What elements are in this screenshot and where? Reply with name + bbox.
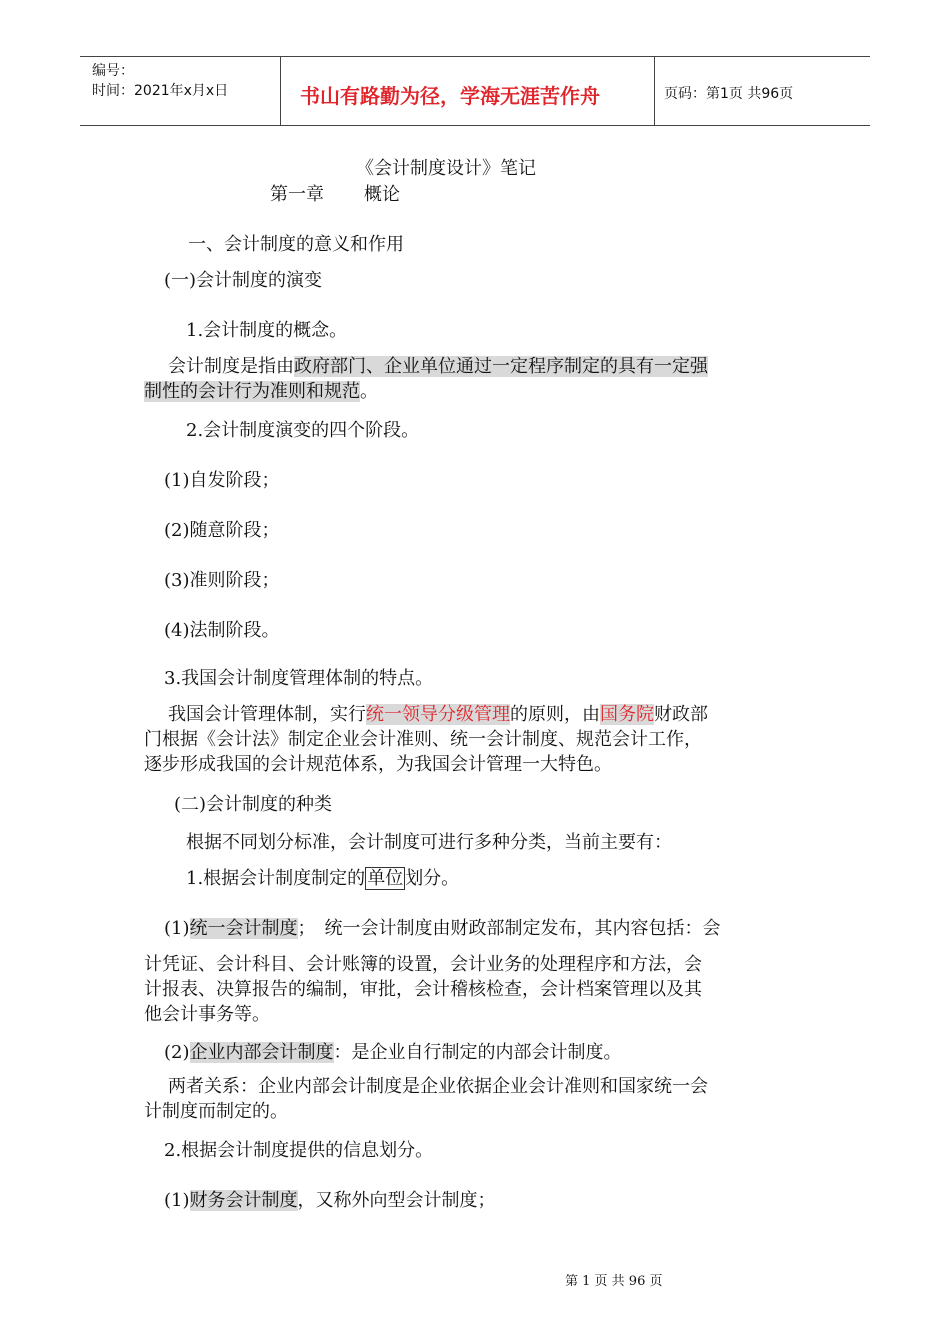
text-run: ：是企业自行制定的内部会计制度。 xyxy=(333,1042,622,1063)
classify-text: 根据不同划分标准，会计制度可进行多种分类，当前主要有： xyxy=(186,832,672,853)
doc-number-label: 编号： xyxy=(92,63,134,79)
management-paragraph xyxy=(144,702,824,777)
item-heading xyxy=(186,864,459,890)
unified-paragraph xyxy=(144,952,824,1027)
text-run: (1) xyxy=(164,1190,190,1211)
text-run: 划分。 xyxy=(405,868,460,889)
text-run: 财政部 xyxy=(654,704,708,725)
text-run: 。 xyxy=(360,381,378,402)
definition-paragraph xyxy=(144,354,824,404)
item-heading: 2.根据会计制度提供的信息划分。 xyxy=(164,1140,434,1161)
page-footer: 第 1 页 共 96 页 xyxy=(565,1274,663,1289)
list-item xyxy=(164,1038,622,1064)
doc-title: 《会计制度设计》笔记 xyxy=(356,158,536,179)
chapter-number: 第一章 xyxy=(270,184,324,205)
text-line: 计报表、决算报告的编制，审批，会计稽核检查，会计档案管理以及其 xyxy=(144,979,702,1000)
text-run: 我国会计管理体制，实行 xyxy=(168,704,366,725)
list-item: (3)准则阶段； xyxy=(164,570,280,591)
highlighted-text: 政府部门、企业单位通过一定程序制定的具有一定强 xyxy=(294,356,708,377)
chapter-name: 概论 xyxy=(364,184,400,205)
section-heading: 一、会计制度的意义和作用 xyxy=(188,234,404,255)
highlighted-text: 财务会计制度 xyxy=(189,1190,298,1211)
highlighted-red-text: 统一领导分级管理 xyxy=(366,704,510,725)
list-item: (2)随意阶段； xyxy=(164,520,280,541)
subsection-heading: (一)会计制度的演变 xyxy=(164,270,323,291)
highlighted-text: 企业内部会计制度 xyxy=(189,1042,334,1063)
text-line: 计制度而制定的。 xyxy=(144,1101,288,1122)
text-line: 门根据《会计法》制定企业会计准则、统一会计制度、规范会计工作， xyxy=(144,729,702,750)
highlighted-text: 统一会计制度 xyxy=(189,918,298,939)
text-run: ，又称外向型会计制度； xyxy=(297,1190,496,1211)
list-item: (4)法制阶段。 xyxy=(164,620,280,641)
text-line: 计凭证、会计科目、会计账簿的设置，会计业务的处理程序和方法，会 xyxy=(144,954,702,975)
item-heading: 1.会计制度的概念。 xyxy=(186,320,348,341)
text-run: 会计制度是指由 xyxy=(168,356,294,377)
header-motto: 书山有路勤为径，学海无涯苦作舟 xyxy=(300,84,600,108)
highlighted-text: 制性的会计行为准则和规范 xyxy=(144,381,360,402)
relation-paragraph xyxy=(144,1074,824,1124)
highlighted-red-text: 国务院 xyxy=(600,704,654,725)
item-heading: 2.会计制度演变的四个阶段。 xyxy=(186,420,420,441)
text-line: 两者关系：企业内部会计制度是企业依据企业会计准则和国家统一会 xyxy=(168,1076,708,1097)
text-run: 的原则，由 xyxy=(510,704,600,725)
list-item xyxy=(164,1186,496,1212)
text-run: ； 统一会计制度由财政部制定发布，其内容包括：会 xyxy=(297,918,721,939)
text-run: (2) xyxy=(164,1042,190,1063)
text-run: (1) xyxy=(164,918,190,939)
header-divider xyxy=(280,57,281,125)
text-line: 他会计事务等。 xyxy=(144,1004,270,1025)
list-item: (1)自发阶段； xyxy=(164,470,280,491)
doc-time-label: 时间：2021年x月x日 xyxy=(92,83,229,99)
header-divider xyxy=(654,57,655,125)
text-run: 1.根据会计制度制定的 xyxy=(186,868,366,889)
subsection-heading: (二)会计制度的种类 xyxy=(174,794,333,815)
list-item xyxy=(164,914,721,940)
boxed-text: 单位 xyxy=(367,868,404,889)
item-heading: 3.我国会计制度管理体制的特点。 xyxy=(164,668,434,689)
text-line: 逐步形成我国的会计规范体系，为我国会计管理一大特色。 xyxy=(144,754,612,775)
header-page-info: 页码：第1页 共96页 xyxy=(664,86,794,102)
